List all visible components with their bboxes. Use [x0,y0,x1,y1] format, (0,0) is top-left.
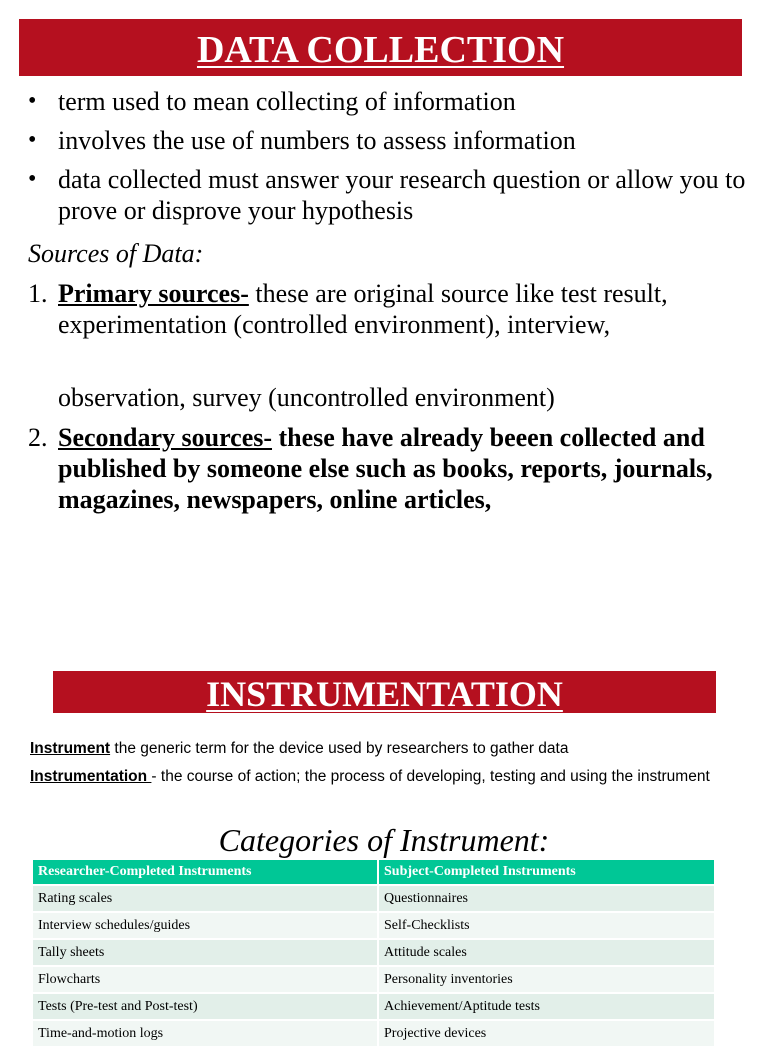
bullet-item: • involves the use of numbers to assess information [28,125,748,156]
data-collection-title: DATA COLLECTION [19,19,742,76]
primary-sources-term: Primary sources- [58,279,249,308]
table-row [33,912,715,939]
item-number: 2. [28,423,48,452]
table-cell: Interview schedules/guides [33,912,378,939]
primary-sources-continuation: observation, survey (uncontrolled environment) [58,383,555,412]
table-cell: Flowcharts [33,966,378,993]
table-cell: Questionnaires [378,885,715,912]
column-header: Subject-Completed Instruments [378,860,715,885]
bullet-item: • data collected must answer your research question or allow you to prove or disprove your hypothesis [28,164,748,226]
secondary-sources-text: these have already beeen collected and published by someone else such as books, reports, journals, magazines, newspapers, online articles, [58,423,713,514]
table-cell: Projective devices [378,1020,715,1046]
table-cell: Attitude scales [378,939,715,966]
item-number: 1. [28,279,48,308]
bullet-list [28,86,748,234]
table-cell: Tally sheets [33,939,378,966]
table-row [33,993,715,1020]
instrumentation-title: INSTRUMENTATION [53,671,716,713]
table-row [33,885,715,912]
table-cell: Time-and-motion logs [33,1020,378,1046]
sources-heading: Sources of Data: [28,239,204,268]
instrumentation-definition [30,766,720,787]
bullet-item: • term used to mean collecting of information [28,86,748,117]
definition-term: Instrumentation [30,768,152,785]
table-cell: Achievement/Aptitude tests [378,993,715,1020]
categories-heading: Categories of Instrument: [218,822,550,858]
item-body [28,278,740,340]
secondary-sources-item [28,422,740,515]
table-cell: Rating scales [33,885,378,912]
item-body [28,422,740,515]
primary-sources-item [28,278,740,340]
table-header-row [33,860,715,885]
secondary-sources-term: Secondary sources- [58,423,273,452]
instrument-categories-table [33,860,716,1046]
primary-sources-text: these are original source like test result, experimentation (controlled environment), interview, [58,279,668,339]
definition-text: - the course of action; the process of developing, testing and using the instrument [151,768,710,785]
table-row [33,939,715,966]
table-cell: Personality inventories [378,966,715,993]
instrument-definition [30,738,720,759]
table-row [33,966,715,993]
definition-term: Instrument [30,740,111,757]
definition-text: the generic term for the device used by researchers to gather data [110,740,569,757]
column-header: Researcher-Completed Instruments [33,860,378,885]
table-cell: Tests (Pre-test and Post-test) [33,993,378,1020]
table-cell: Self-Checklists [378,912,715,939]
